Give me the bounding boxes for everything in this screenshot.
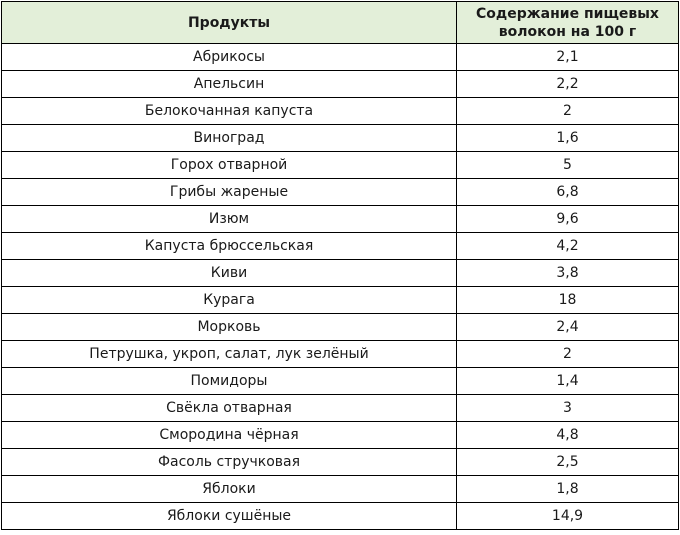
product-name-cell: Курага xyxy=(2,287,457,314)
table-row xyxy=(2,233,679,260)
fiber-value-cell: 3 xyxy=(457,395,679,422)
fiber-value-cell: 2,4 xyxy=(457,314,679,341)
product-name-cell: Капуста брюссельская xyxy=(2,233,457,260)
table-row xyxy=(2,314,679,341)
table-row xyxy=(2,152,679,179)
fiber-value-cell: 5 xyxy=(457,152,679,179)
product-name-cell: Фасоль стручковая xyxy=(2,449,457,476)
table-row xyxy=(2,125,679,152)
fiber-value-cell: 9,6 xyxy=(457,206,679,233)
table-row xyxy=(2,71,679,98)
fiber-value-cell: 2,2 xyxy=(457,71,679,98)
table-header xyxy=(2,2,679,44)
product-name-cell: Яблоки сушёные xyxy=(2,503,457,530)
fiber-content-table xyxy=(1,1,679,530)
header-row xyxy=(2,2,679,44)
product-name-cell: Яблоки xyxy=(2,476,457,503)
table-row xyxy=(2,44,679,71)
product-name-cell: Помидоры xyxy=(2,368,457,395)
fiber-value-cell: 14,9 xyxy=(457,503,679,530)
table-row xyxy=(2,449,679,476)
product-name-cell: Смородина чёрная xyxy=(2,422,457,449)
table-row xyxy=(2,206,679,233)
fiber-value-cell: 4,8 xyxy=(457,422,679,449)
table-row xyxy=(2,503,679,530)
fiber-value-cell: 2,1 xyxy=(457,44,679,71)
fiber-value-cell: 18 xyxy=(457,287,679,314)
product-name-cell: Морковь xyxy=(2,314,457,341)
table-row xyxy=(2,395,679,422)
table-body xyxy=(2,44,679,530)
product-name-cell: Свёкла отварная xyxy=(2,395,457,422)
fiber-value-cell: 2,5 xyxy=(457,449,679,476)
fiber-value-cell: 4,2 xyxy=(457,233,679,260)
fiber-value-cell: 2 xyxy=(457,98,679,125)
fiber-value-cell: 1,8 xyxy=(457,476,679,503)
header-fiber-content: Содержание пищевых волокон на 100 г xyxy=(457,2,679,44)
product-name-cell: Петрушка, укроп, салат, лук зелёный xyxy=(2,341,457,368)
fiber-value-cell: 3,8 xyxy=(457,260,679,287)
table-row xyxy=(2,179,679,206)
table-row xyxy=(2,341,679,368)
product-name-cell: Изюм xyxy=(2,206,457,233)
table-row xyxy=(2,98,679,125)
fiber-value-cell: 2 xyxy=(457,341,679,368)
table-row xyxy=(2,287,679,314)
product-name-cell: Белокочанная капуста xyxy=(2,98,457,125)
table-row xyxy=(2,368,679,395)
product-name-cell: Виноград xyxy=(2,125,457,152)
fiber-value-cell: 1,4 xyxy=(457,368,679,395)
product-name-cell: Апельсин xyxy=(2,71,457,98)
product-name-cell: Киви xyxy=(2,260,457,287)
fiber-value-cell: 1,6 xyxy=(457,125,679,152)
table-row xyxy=(2,422,679,449)
product-name-cell: Горох отварной xyxy=(2,152,457,179)
product-name-cell: Абрикосы xyxy=(2,44,457,71)
fiber-value-cell: 6,8 xyxy=(457,179,679,206)
table-row xyxy=(2,260,679,287)
product-name-cell: Грибы жареные xyxy=(2,179,457,206)
header-products: Продукты xyxy=(2,2,457,44)
table-row xyxy=(2,476,679,503)
